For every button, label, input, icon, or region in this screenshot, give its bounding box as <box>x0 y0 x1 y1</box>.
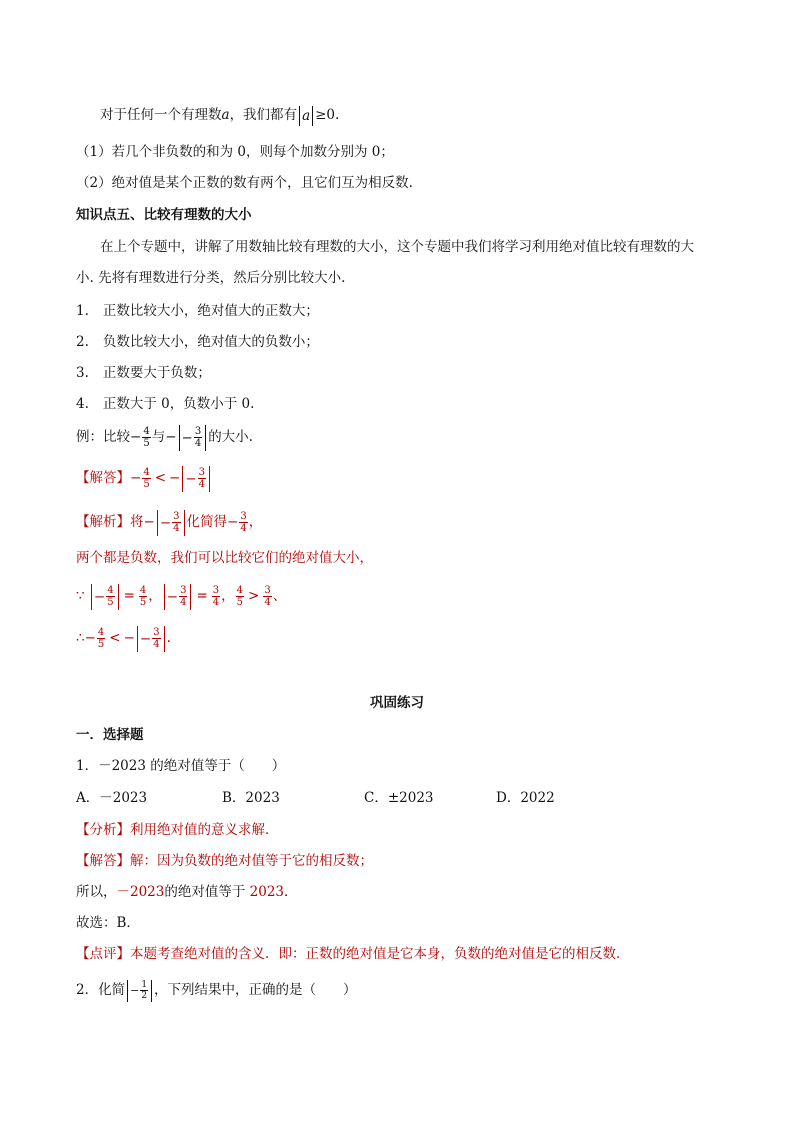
point-2: （2）绝对值是某个正数的数有两个，且它们互为相反数. <box>76 175 413 191</box>
var-a: a <box>221 107 230 123</box>
intro-suffix: ≥0. <box>315 107 340 123</box>
fraction-4-5: $\frac{4}{5}$ <box>143 426 150 449</box>
rule-1: 1. 正数比较大小，绝对值大的正数大； <box>76 303 319 319</box>
abs-neg-3-4: − $\frac{3}{4}$ <box>179 425 207 451</box>
q1-comment: 【点评】本题考查绝对值的含义．即：正数的绝对值是它本身，负数的绝对值是它的相反数． <box>76 946 630 962</box>
both-negative-line: 两个都是负数，我们可以比较它们的绝对值大小， <box>76 550 373 566</box>
option-b: B．2023 <box>222 790 280 806</box>
option-d: D．2022 <box>496 790 555 806</box>
answer-line: 【解答】− $\frac{4}{5}$ < − − $\frac{3}{4}$ <box>76 463 212 493</box>
section-heading: 知识点五、比较有理数的大小 <box>76 207 252 223</box>
analysis-line: 【解析】将− − $\frac{3}{4}$ 化简得− $\frac{3}{4}$ ， <box>76 511 263 534</box>
paragraph-line-1: 在上个专题中，讲解了用数轴比较有理数的大小，这个专题中我们将学习利用绝对值比较有理数的大 <box>100 239 694 255</box>
answer-tag: 【解答】 <box>76 470 130 486</box>
rule-4: 4. 正数大于 0，负数小于 0. <box>76 396 255 412</box>
rule-3: 3. 正数要大于负数； <box>76 365 211 381</box>
q1-analysis: 【分析】利用绝对值的意义求解． <box>76 822 279 838</box>
q1-choose: 故选：B． <box>76 915 140 931</box>
paragraph-line-2: 小. 先将有理数进行分类，然后分别比较大小. <box>76 270 346 286</box>
intro-text: 对于任何一个有理数 <box>100 107 222 123</box>
choice-section-title: 一．选择题 <box>76 727 144 743</box>
question-2-stem: 2．化简 − $\frac{1}{2}$ ，下列结果中，正确的是（ ） <box>76 980 357 1001</box>
intro-text-middle: ，我们都有 <box>229 107 298 123</box>
because-line: ∵ − $\frac{4}{5}$ = $\frac{4}{5}$ ， − $\frac{3}{4}$ = $\frac{3}{4}$ ， $\frac{4}{5}$ > $\frac{3}{4}$ 、 <box>76 585 287 608</box>
option-a: A．－2023 <box>76 790 148 806</box>
point-1: （1）若几个非负数的和为 0，则每个加数分别为 0； <box>76 144 394 160</box>
analysis-tag: 【解析】 <box>76 514 130 530</box>
question-1-stem: 1．－2023 的绝对值等于（ ） <box>76 758 286 774</box>
q1-answer: 【解答】解：因为负数的绝对值等于它的相反数； <box>76 853 373 869</box>
rule-2: 2. 负数比较大小，绝对值大的负数小； <box>76 334 319 350</box>
q1-so-line: 所以，－2023的绝对值等于 2023． <box>76 884 298 900</box>
practice-title: 巩固练习 <box>370 695 424 711</box>
intro-line <box>100 105 339 126</box>
example-line: 例：比较− $\frac{4}{5}$ 与− − $\frac{3}{4}$ 的大小. <box>76 426 253 449</box>
option-c: C．±2023 <box>364 790 434 806</box>
abs-a: a <box>299 106 313 126</box>
therefore-line: ∴− $\frac{4}{5}$ < − − $\frac{3}{4}$ . <box>76 627 171 650</box>
